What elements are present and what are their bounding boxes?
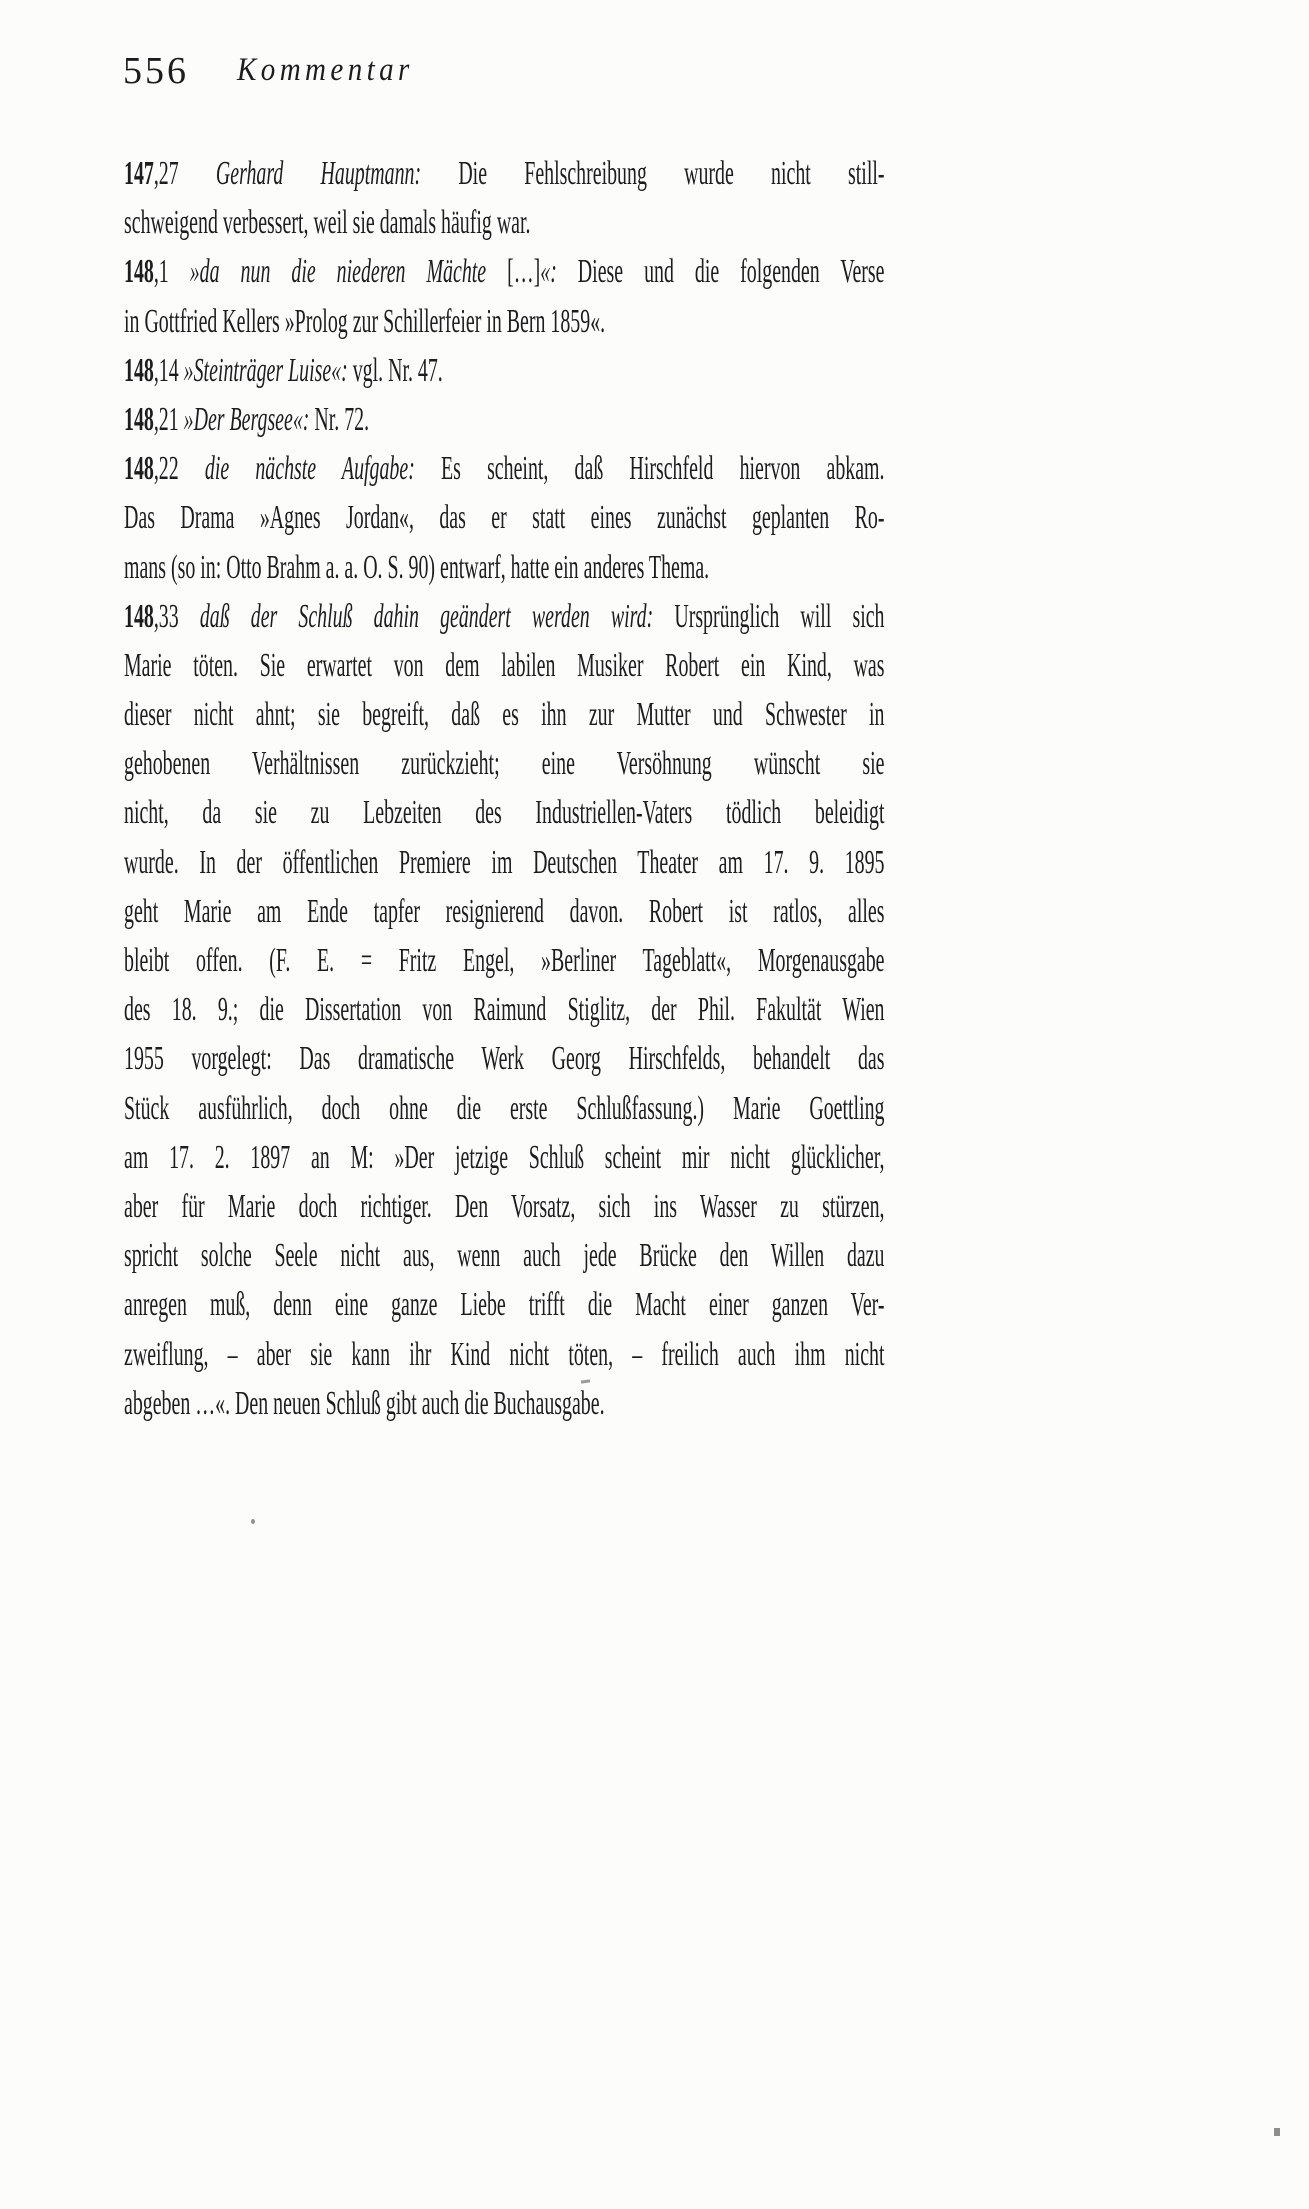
body-text: nicht, da sie zu Lebzeiten des Industriellen-Vaters tödlich beleidigt xyxy=(124,794,885,832)
body-text: Stück ausführlich, doch ohne die erste Schlußfassung.) Marie Goettling xyxy=(124,1089,885,1127)
body-text: mans (so in: Otto Brahm a. a. O. S. 90) entwarf, hatte ein anderes Thema. xyxy=(124,548,710,586)
body-text: in Gottfried Kellers »Prolog zur Schillerfeier in Bern 1859«. xyxy=(124,302,606,340)
body-text: Ursprünglich will sich xyxy=(674,597,885,635)
body-text: vgl. Nr. 47. xyxy=(352,351,443,389)
line-reference: 148 xyxy=(124,597,154,635)
body-text: […] xyxy=(507,253,541,291)
body-text: wurde. In der öffentlichen Premiere im Deutschen Theater am 17. 9. 1895 xyxy=(124,843,885,881)
body-text: abgeben …«. Den neuen Schluß gibt auch die Buchausgabe. xyxy=(124,1384,605,1422)
body-text: 1955 vorgelegt: Das dramatische Werk Georg Hirschfelds, behandelt das xyxy=(124,1040,885,1078)
text-line xyxy=(124,592,885,641)
text-line xyxy=(124,985,885,1034)
line-reference: 148 xyxy=(124,351,154,389)
scan-speck xyxy=(1274,2128,1280,2136)
text-line xyxy=(124,887,885,936)
body-text: Marie töten. Sie erwartet von dem labilen Musiker Robert ein Kind, was xyxy=(124,646,885,684)
text-line xyxy=(124,395,885,444)
body-text: ,33 xyxy=(153,597,200,635)
lemma-text: Gerhard Hauptmann: xyxy=(215,155,459,192)
body-text: Es scheint, daß Hirschfeld hiervon abkam. xyxy=(441,450,885,488)
page-number: 556 xyxy=(123,50,189,92)
body-text: bleibt offen. (F. E. = Fritz Engel, »Berliner Tageblatt«, Morgenausgabe xyxy=(124,942,885,979)
body-text: dieser nicht ahnt; sie begreift, daß es ihn zur Mutter und Schwester in xyxy=(124,696,885,734)
text-line xyxy=(124,838,885,887)
body-text: Nr. 72. xyxy=(314,400,370,438)
body-text: anregen muß, denn eine ganze Liebe trifft die Macht einer ganzen Ver- xyxy=(124,1286,885,1324)
text-line xyxy=(124,1133,885,1182)
lemma-text: die nächste Aufgabe: xyxy=(204,450,442,488)
text-line xyxy=(124,543,885,592)
body-text: gehobenen Verhältnissen zurückzieht; eine Versöhnung wünscht sie xyxy=(124,745,885,783)
lemma-text: »da nun die niederen Mächte xyxy=(189,253,508,291)
lemma-text: »Der Bergsee«: xyxy=(183,400,315,438)
body-text: am 17. 2. 1897 an M: »Der jetzige Schluß scheint mir nicht glücklicher, xyxy=(124,1138,885,1176)
text-line xyxy=(124,1330,885,1379)
line-reference: 148 xyxy=(124,400,154,438)
text-line xyxy=(124,1231,885,1280)
text-line xyxy=(124,1034,885,1083)
text-line xyxy=(124,936,885,985)
commentary-text-block xyxy=(124,149,885,1428)
lemma-text: »Steinträger Luise«: xyxy=(183,351,353,389)
body-text: ,27 xyxy=(153,155,216,192)
text-line xyxy=(124,739,885,788)
body-text: ,22 xyxy=(153,450,205,488)
text-line xyxy=(124,690,885,739)
line-reference: 147 xyxy=(124,155,154,192)
body-text: ,1 xyxy=(153,253,190,291)
body-text: aber für Marie doch richtiger. Den Vorsatz, sich ins Wasser zu stürzen, xyxy=(124,1187,885,1225)
body-text: spricht solche Seele nicht aus, wenn auch jede Brücke den Willen dazu xyxy=(124,1237,885,1275)
body-text: schweigend verbessert, weil sie damals häufig war. xyxy=(124,204,531,242)
text-line xyxy=(124,493,885,542)
body-text: ,21 xyxy=(153,400,184,438)
body-text: ,14 xyxy=(153,351,184,389)
running-head: Kommentar xyxy=(237,52,414,88)
text-line xyxy=(124,444,885,493)
text-line xyxy=(124,1280,885,1329)
text-line xyxy=(124,1379,885,1428)
line-reference: 148 xyxy=(124,253,154,291)
body-text: des 18. 9.; die Dissertation von Raimund Stiglitz, der Phil. Fakultät Wien xyxy=(124,991,885,1029)
text-line xyxy=(124,149,885,198)
text-line xyxy=(124,198,885,247)
body-text: Diese und die folgenden Verse xyxy=(577,253,885,291)
line-reference: 148 xyxy=(124,450,154,488)
text-line xyxy=(124,641,885,690)
text-line xyxy=(124,1084,885,1133)
lemma-text: daß der Schluß dahin geändert werden wird: xyxy=(199,597,675,635)
body-text: zweiflung, – aber sie kann ihr Kind nicht töten, – freilich auch ihm nicht xyxy=(124,1335,885,1373)
body-text: geht Marie am Ende tapfer resignierend davon. Robert ist ratlos, alles xyxy=(124,892,885,930)
scan-speck xyxy=(251,1519,255,1524)
body-text: Die Fehlschreibung wurde nicht still- xyxy=(458,155,885,192)
text-line xyxy=(124,346,885,395)
text-line xyxy=(124,247,885,296)
lemma-text: «: xyxy=(540,253,578,291)
text-line xyxy=(124,788,885,837)
body-text: Das Drama »Agnes Jordan«, das er statt eines zunächst geplanten Ro- xyxy=(124,499,885,537)
text-line xyxy=(124,1182,885,1231)
text-line xyxy=(124,297,885,346)
